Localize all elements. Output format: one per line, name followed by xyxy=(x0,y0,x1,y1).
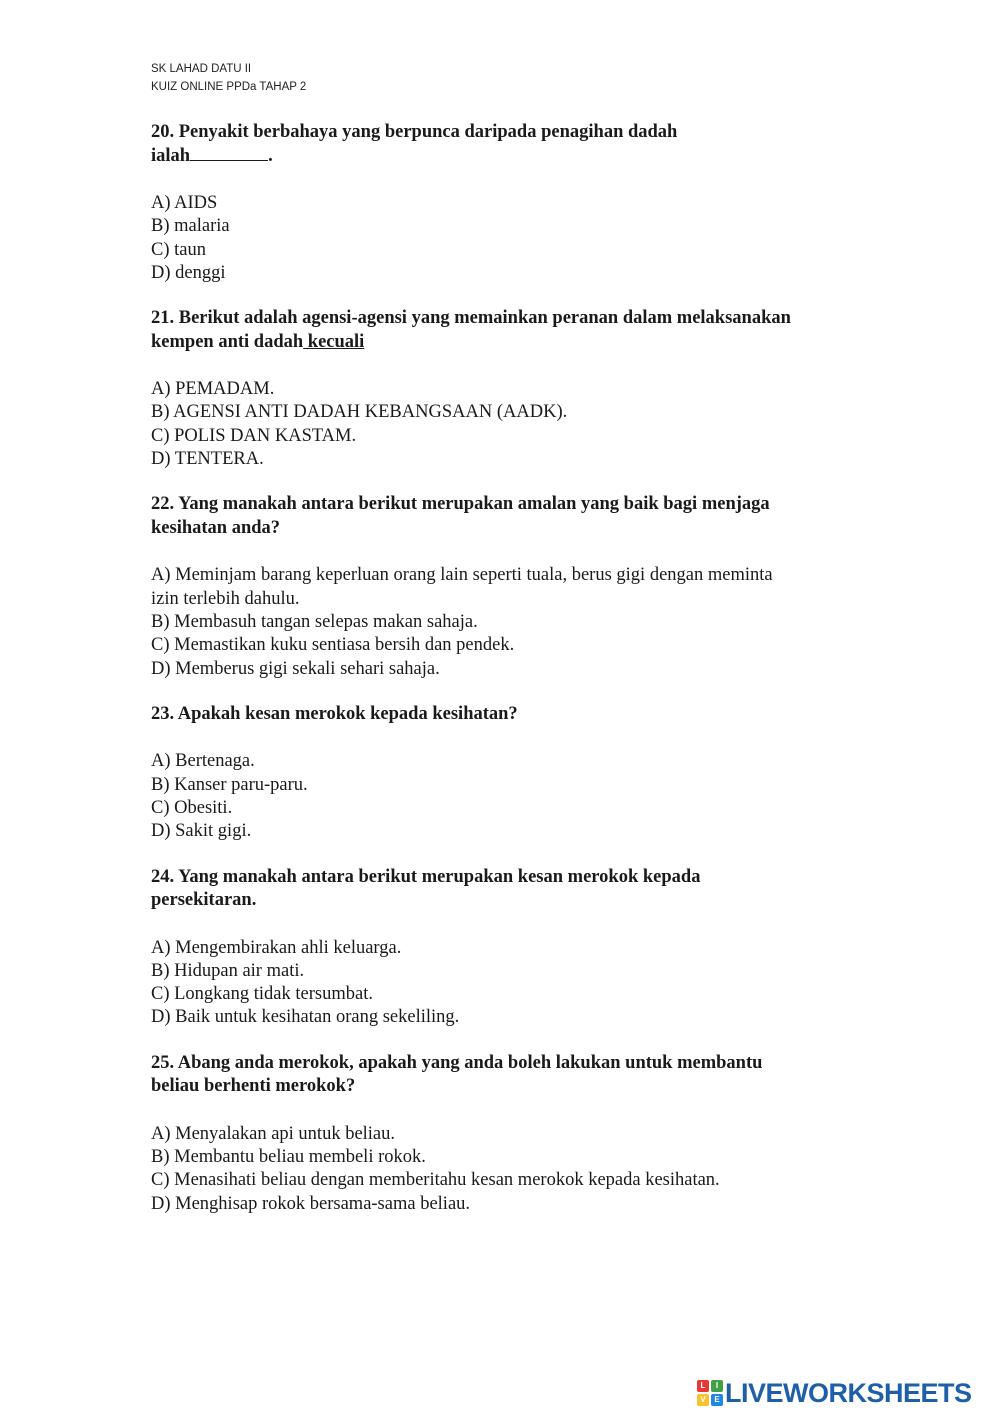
option-b: B) Membasuh tangan selepas makan sahaja. xyxy=(151,611,478,632)
logo-text: LIVEWORKSHEETS xyxy=(725,1377,972,1408)
question-22 xyxy=(151,493,861,680)
option-d: D) Sakit gigi. xyxy=(151,821,252,842)
option-b: B) AGENSI ANTI DADAH KEBANGSAAN (AADK). xyxy=(151,402,568,423)
option-a: A) Mengembirakan ahli keluarga. xyxy=(151,937,402,958)
option-d: D) TENTERA. xyxy=(151,449,264,470)
question-21 xyxy=(151,307,861,471)
school-name: SK LAHAD DATU II xyxy=(151,63,252,75)
option-b: B) malaria xyxy=(151,216,230,237)
option-a: A) Bertenaga. xyxy=(151,751,255,772)
logo-letter-l: L xyxy=(697,1380,709,1392)
option-b: B) Hidupan air mati. xyxy=(151,960,305,981)
option-c: C) Menasihati beliau dengan memberitahu kesan merokok kepada kesihatan. xyxy=(151,1170,720,1191)
option-c: C) POLIS DAN KASTAM. xyxy=(151,425,357,446)
logo-letter-v: V xyxy=(697,1394,709,1406)
question-23 xyxy=(151,703,861,844)
question-20 xyxy=(151,121,861,285)
question-25 xyxy=(151,1052,861,1216)
question-24 xyxy=(151,866,861,1030)
answer-blank xyxy=(190,145,268,161)
logo-letter-i: I xyxy=(711,1380,723,1392)
option-d: D) Menghisap rokok bersama-sama beliau. xyxy=(151,1193,471,1214)
question-21-text: 21. Berikut adalah agensi-agensi yang memainkan peranan dalam melaksanakan kempen anti dadah kecuali xyxy=(151,308,791,352)
logo-icon xyxy=(697,1380,723,1406)
option-a: A) PEMADAM. xyxy=(151,379,275,400)
logo-letter-e: E xyxy=(711,1394,723,1406)
option-a: A) Menyalakan api untuk beliau. xyxy=(151,1123,396,1144)
option-d: D) denggi xyxy=(151,262,226,283)
option-c: C) Longkang tidak tersumbat. xyxy=(151,984,373,1005)
option-c: C) Obesiti. xyxy=(151,797,233,818)
option-a: A) AIDS xyxy=(151,193,218,213)
question-23-text: 23. Apakah kesan merokok kepada kesihatan? xyxy=(151,703,518,724)
option-c: C) taun xyxy=(151,239,206,260)
option-a: A) Meminjam barang keperluan orang lain seperti tuala, berus gigi dengan meminta izin terlebih dahulu. xyxy=(151,565,773,609)
option-d: D) Memberus gigi sekali sehari sahaja. xyxy=(151,658,440,679)
quiz-title: KUIZ ONLINE PPDa TAHAP 2 xyxy=(151,81,307,93)
option-c: C) Memastikan kuku sentiasa bersih dan pendek. xyxy=(151,635,515,656)
underlined-keyword: kecuali xyxy=(303,331,365,352)
liveworksheets-logo xyxy=(697,1378,972,1408)
option-b: B) Kanser paru-paru. xyxy=(151,774,308,795)
document-header xyxy=(151,60,306,96)
option-d: D) Baik untuk kesihatan orang sekeliling. xyxy=(151,1007,460,1028)
question-24-text: 24. Yang manakah antara berikut merupakan kesan merokok kepada persekitaran. xyxy=(151,866,701,911)
option-b: B) Membantu beliau membeli rokok. xyxy=(151,1147,426,1168)
question-20-text: 20. Penyakit berbahaya yang berpunca daripada penagihan dadah ialah . xyxy=(151,122,678,166)
quiz-content xyxy=(151,121,861,1238)
question-22-text: 22. Yang manakah antara berikut merupakan amalan yang baik bagi menjaga kesihatan anda? xyxy=(151,494,770,538)
question-25-text: 25. Abang anda merokok, apakah yang anda boleh lakukan untuk membantu beliau berhenti merokok? xyxy=(151,1052,763,1097)
